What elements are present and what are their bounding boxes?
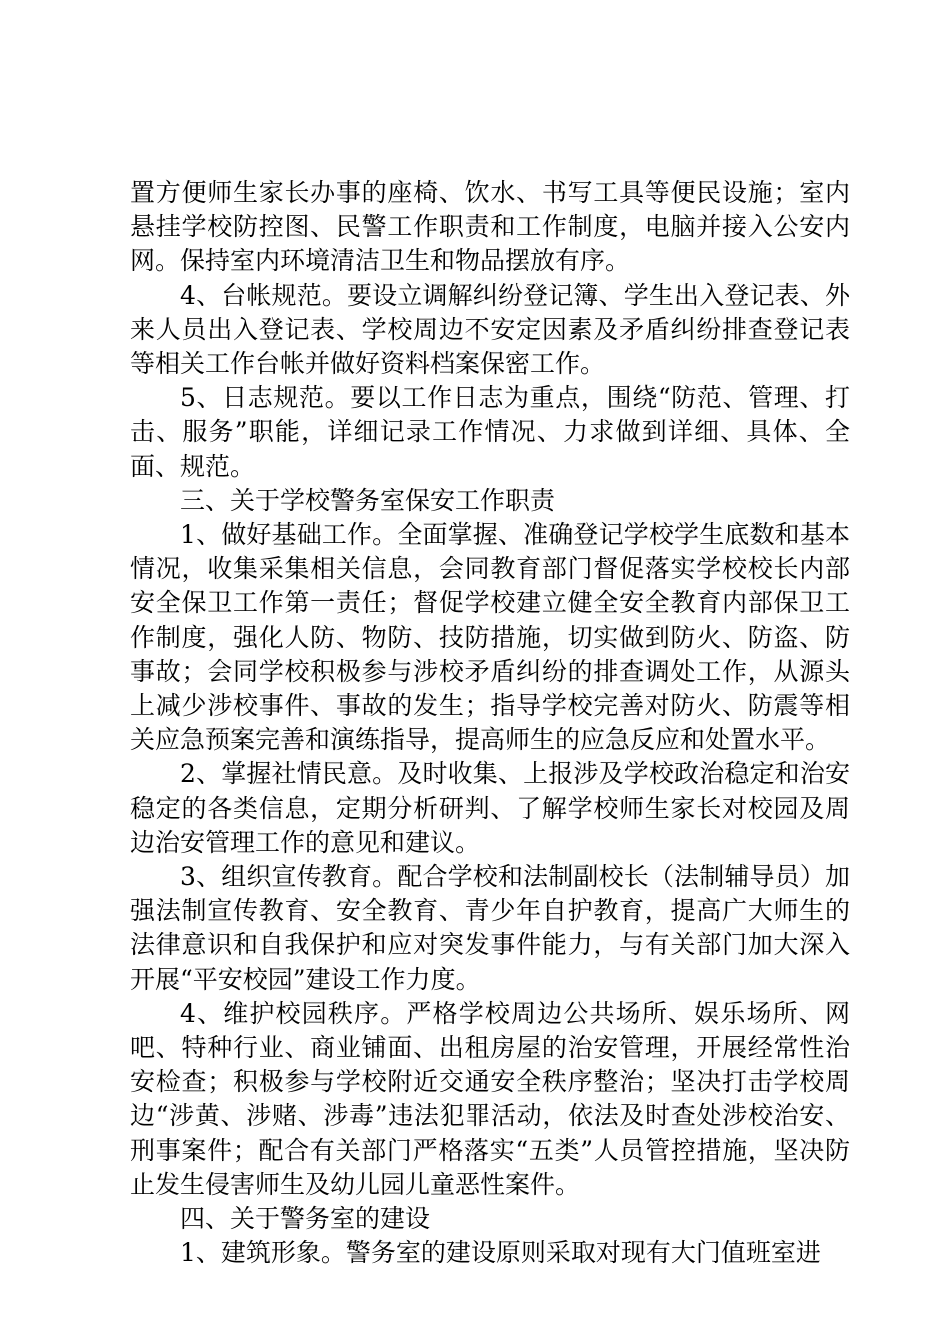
section-heading-3: 三、关于学校警务室保安工作职责 (180, 485, 556, 515)
paragraph-10: 1、建筑形象。警务室的建设原则采取对现有大门值班室进 (180, 1238, 821, 1268)
document-body (130, 176, 850, 1271)
paragraph-1: 置方便师生家长办事的座椅、饮水、书写工具等便民设施；室内悬挂学校防控图、民警工作职责和工作制度，电脑并接入公安内网。保持室内环境清洁卫生和物品摆放有序。 (130, 178, 850, 276)
paragraph-5: 1、做好基础工作。全面掌握、准确登记学校学生底数和基本情况，收集采集相关信息，会同教育部门督促落实学校校长内部安全保卫工作第一责任；督促学校建立健全安全教育内部保卫工作制度，强化人防、物防、技防措施，切实做到防火、防盗、防事故；会同学校积极参与涉校矛盾纠纷的排查调处工作，从源头上减少涉校事件、事故的发生；指导学校完善对防火、防震等相关应急预案完善和演练指导，提高师生的应急反应和处置水平。 (130, 520, 850, 755)
paragraph-3: 5、日志规范。要以工作日志为重点，围绕“防范、管理、打击、服务”职能，详细记录工作情况、力求做到详细、具体、全面、规范。 (130, 383, 850, 481)
paragraph-8: 4、维护校园秩序。严格学校周边公共场所、娱乐场所、网吧、特种行业、商业铺面、出租房屋的治安管理，开展经常性治安检查；积极参与学校附近交通安全秩序整治；坚决打击学校周边“涉黄、涉赌、涉毒”违法犯罪活动，依法及时查处涉校治安、刑事案件；配合有关部门严格落实“五类”人员管控措施，坚决防止发生侵害师生及幼儿园儿童恶性案件。 (130, 998, 850, 1199)
paragraph-6: 2、掌握社情民意。及时收集、上报涉及学校政治稳定和治安稳定的各类信息，定期分析研判、了解学校师生家长对校园及周边治安管理工作的意见和建议。 (130, 759, 850, 857)
section-heading-4: 四、关于警务室的建设 (180, 1204, 431, 1234)
paragraph-2: 4、台帐规范。要设立调解纠纷登记簿、学生出入登记表、外来人员出入登记表、学校周边不安定因素及矛盾纠纷排查登记表等相关工作台帐并做好资料档案保密工作。 (130, 280, 850, 379)
paragraph-7: 3、组织宣传教育。配合学校和法制副校长（法制辅导员）加强法制宣传教育、安全教育、青少年自护教育，提高广大师生的法律意识和自我保护和应对突发事件能力，与有关部门加大深入开展“平安校园”建设工作力度。 (130, 862, 850, 994)
